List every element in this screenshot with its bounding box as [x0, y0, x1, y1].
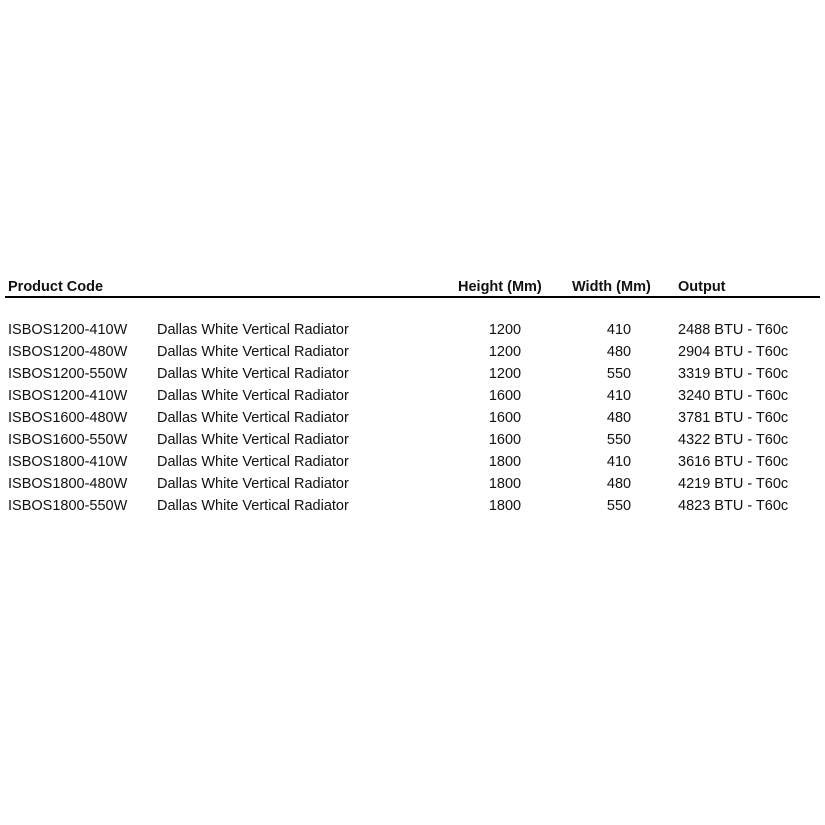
product-height: 1600 [488, 432, 522, 448]
product-description: Dallas White Vertical Radiator [157, 476, 349, 492]
product-code: ISBOS1200-550W [8, 366, 128, 382]
product-code: ISBOS1600-550W [8, 432, 128, 448]
product-output: 4823 BTU - T60c [678, 498, 789, 514]
product-description: Dallas White Vertical Radiator [157, 410, 349, 426]
table-row [0, 408, 825, 430]
product-output: 4322 BTU - T60c [678, 432, 789, 448]
product-code: ISBOS1800-480W [8, 476, 128, 492]
header-output: Output [678, 279, 726, 295]
product-output: 3240 BTU - T60c [678, 388, 789, 404]
product-code: ISBOS1200-480W [8, 344, 128, 360]
product-height: 1200 [488, 366, 522, 382]
product-width: 480 [606, 476, 632, 492]
product-description: Dallas White Vertical Radiator [157, 454, 349, 470]
header-product-code: Product Code [8, 279, 104, 295]
product-width: 550 [606, 498, 632, 514]
product-width: 410 [606, 322, 632, 338]
table-row [0, 320, 825, 342]
product-output: 4219 BTU - T60c [678, 476, 789, 492]
header-divider [5, 296, 820, 298]
product-code: ISBOS1200-410W [8, 388, 128, 404]
table-row [0, 342, 825, 364]
product-output: 3319 BTU - T60c [678, 366, 789, 382]
product-output: 2904 BTU - T60c [678, 344, 789, 360]
header-width: Width (Mm) [572, 279, 651, 295]
product-width: 410 [606, 454, 632, 470]
table-row [0, 474, 825, 496]
product-code: ISBOS1800-550W [8, 498, 128, 514]
table-header-row [0, 277, 825, 297]
product-height: 1600 [488, 410, 522, 426]
product-description: Dallas White Vertical Radiator [157, 432, 349, 448]
product-description: Dallas White Vertical Radiator [157, 322, 349, 338]
product-code: ISBOS1800-410W [8, 454, 128, 470]
product-output: 3616 BTU - T60c [678, 454, 789, 470]
table-row [0, 430, 825, 452]
product-height: 1800 [488, 454, 522, 470]
table-row [0, 364, 825, 386]
header-height: Height (Mm) [458, 279, 542, 295]
table-row [0, 452, 825, 474]
product-height: 1200 [488, 344, 522, 360]
product-description: Dallas White Vertical Radiator [157, 498, 349, 514]
product-width: 410 [606, 388, 632, 404]
product-description: Dallas White Vertical Radiator [157, 366, 349, 382]
product-width: 550 [606, 366, 632, 382]
product-description: Dallas White Vertical Radiator [157, 344, 349, 360]
table-row [0, 386, 825, 408]
product-height: 1800 [488, 498, 522, 514]
product-width: 480 [606, 344, 632, 360]
table-row [0, 496, 825, 518]
product-code: ISBOS1200-410W [8, 322, 128, 338]
product-height: 1800 [488, 476, 522, 492]
product-width: 480 [606, 410, 632, 426]
product-height: 1200 [488, 322, 522, 338]
product-description: Dallas White Vertical Radiator [157, 388, 349, 404]
product-code: ISBOS1600-480W [8, 410, 128, 426]
product-height: 1600 [488, 388, 522, 404]
product-width: 550 [606, 432, 632, 448]
product-output: 2488 BTU - T60c [678, 322, 789, 338]
product-output: 3781 BTU - T60c [678, 410, 789, 426]
